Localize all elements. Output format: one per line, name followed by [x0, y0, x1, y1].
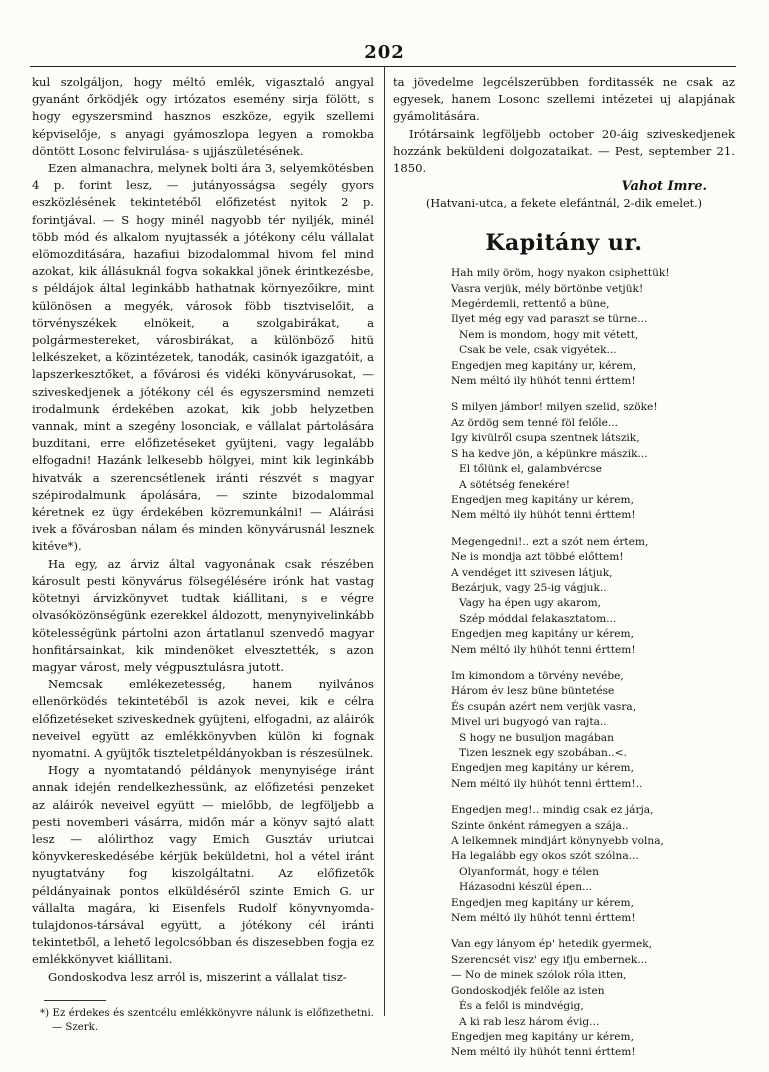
poem-verse: Szinte önként rámegyen a szája.. — [451, 819, 629, 832]
poem-verse: A sötétség fenekére! — [459, 478, 571, 491]
right-paragraph-2: Irótársaink legföljebb october 20-áig sziveskedjenek hozzánk beküldeni dolgozataikat. — Pest, september 21. 1850. — [393, 126, 735, 176]
poem-verse: Olyanformát, hogy e télen — [459, 865, 599, 878]
poem-verse: A vendéget itt szivesen látjuk, — [451, 566, 613, 579]
poem-verse: S milyen jámbor! milyen szelid, szöke! — [451, 401, 658, 414]
poem-verse: Gondoskodjék felőle az isten — [451, 984, 605, 997]
footnote: *) Ez érdekes és szentcélu emlékkönyvre nálunk is előfizethetni. — Szerk. — [40, 1007, 374, 1033]
poem-verse: Engedjen meg kapitány ur, kérem, — [451, 359, 637, 372]
poem-verse: És a felől is mindvégig, — [459, 1000, 584, 1013]
right-column — [393, 74, 735, 1072]
poem-verse: Engedjen meg kapitány ur kérem, — [451, 628, 634, 641]
header-rule — [30, 66, 736, 67]
poem-stanza — [393, 669, 735, 792]
poem-verse: Im kimondom a törvény nevébe, — [451, 669, 624, 682]
poem-verse: Nem méltó ily hühót tenni érttem! — [451, 643, 636, 656]
paragraph-5: Hogy a nyomtatandó példányok menynyisége iránt annak idején rendelkezhessünk, az előfizetési penzeket az aláirók neveivel együtt — mielőbb, de legföljebb a pesti novemberi vásárra, midőn már a könyv sajtó alatt lesz — alólirthoz vagy Emich Gusztáv uriutcai könyvkereskedésébe kérjük beküldetni, hol a vétel iránt nyugtatvány fog kiszolgáltatni. Az előfizetők példányainak pontos elküldéséről szinte Emich G. ur vállalta magára, ki Eisenfels Rudolf könyvnyomda-tulajdonos-társával együtt, a jótékony cél iránti tekintetből, a lehető legolcsóbban és diszesebben fogja ez emlékkönyvet kiállitani. — [32, 763, 374, 967]
poem-verse: Bezárjuk, vagy 25-ig vágjuk.. — [451, 581, 607, 594]
poem-verse: Megérdemli, rettentő a büne, — [451, 298, 610, 311]
poem-verse: Nem méltó ily hühót tenni érttem! — [451, 375, 636, 388]
paragraph-2: Ezen almanachra, melynek bolti ára 3, selyemkötésben 4 p. forint lesz, — jutányosságsa segély gyors eszközlésének tekintetéből előfizetést nyitok 2 p. forintjával. — S hogy minél nagyobb tér nyiljék, minél több mód és alkalom nyujtassék a jótékony célu vállalat elömozditására, hazafiui bizodalommal hivom fel mind azokat, kik állásuknál fogva sokakkal jönek érintkezésbe, s példájok által leginkább hathatnak környezőikre, mint különösen a megyék, városok föbb tisztviselőit, a törvényszékek elnökeit, a szolgabirákat, a polgármestereket, városbirákat, a különböző hitü lelkészeket, a közintézetek, tanodák, casinók igazgatóit, a lapszerkesztőket, a fővárosi és vidéki könyvárusokat, — sziveskedjenek a jótékony cél és egyszersmind nemzeti irodalmunk érdekében azokat, kik jobb helyzetben vannak, mint a szegény losonciak, e vállalat pártolására buzditani, erre előfizetéseket gyüjteni, vagy legalább elfogadni! Hazánk lelkesebb hölgyei, mint kik leginkább hivatvák a szerencsétlenek iránti részvét s magyar szépirodalmunk ápolására, — szinte bizodalommal kéretnek ez ügy érdekében közremunkálni! — Aláirási ivek a fővárosban nálam és minden könyvárusnál lesznek kitéve*). — [32, 161, 374, 554]
poem-verse: És csupán azért nem verjük vasra, — [451, 700, 637, 713]
poem-verse: Vagy ha épen ugy akarom, — [459, 597, 602, 610]
paragraph-4: Nemcsak emlékezetesség, hanem nyilvános ellenörködés tekintetéből is azok nevei, kik e célra előfizetéseket sziveskednek gyüjteni, elfogadni, az aláirók neveivel együtt az emlékkönyvben külön ki fognak nyomatni. A gyüjtők tiszteletpéldányokban is részesülnek. — [32, 677, 374, 760]
poem-verse: Nem méltó ily hühót tenni érttem! — [451, 509, 636, 522]
page-number: 202 — [364, 42, 405, 63]
poem-verse: Engedjen meg kapitány ur kérem, — [451, 1030, 634, 1043]
poem-verse: Ha legalább egy okos szót szólna... — [451, 850, 639, 863]
poem-verse: Nem méltó ily hühót tenni érttem! — [451, 1046, 636, 1059]
poem-verse: Három év lesz büne büntetése — [451, 685, 615, 698]
paragraph-3: Ha egy, az árviz által vagyonának csak részében károsult pesti könyvárus fölsegélésére irónk hat vastag kötetnyi árvizkönyvet tudtak kiállitani, s e végre olvasóközönségünk ezerekkel áldozott, menynyivelinkább kötelességünk pártolni azon ártatlanul szenvedő magyar honfitársainkat, kik mindenöket elvesztették, s azon magyar várost, mely végpusztulásra jutott. — [32, 556, 374, 674]
poem-verse: Hah mily öröm, hogy nyakon csiphettük! — [451, 267, 670, 280]
poem-verse: Csak be vele, csak vigyétek... — [459, 344, 617, 357]
poem-verse: Szép móddal felakasztatom... — [459, 612, 617, 625]
poem-verse: S hogy ne busuljon magában — [459, 731, 614, 744]
poem-verse: Ilyet még egy vad paraszt se türne... — [451, 313, 648, 326]
poem-stanza — [393, 400, 735, 523]
poem-verse: Tizen lesznek egy szobában..<. — [459, 747, 627, 759]
poem-verse: Az ördög sem tenné föl felőle... — [451, 416, 619, 429]
signature: Vahot Imre. — [621, 179, 707, 195]
poem-verse: Van egy lányom ép' hetedik gyermek, — [451, 938, 652, 951]
poem-verse: Megengedni!.. ezt a szót nem értem, — [451, 535, 649, 548]
poem-verse: Engedjen meg kapitány ur kérem, — [451, 762, 634, 775]
poem-title: Kapitány ur. — [485, 230, 643, 257]
poem-verse: Házasodni készül épen... — [459, 881, 593, 894]
poem-stanza — [393, 535, 735, 658]
address: (Hatvani-utca, a fekete elefántnál, 2-dik emelet.) — [426, 197, 702, 211]
poem-verse: Ne is mondja azt többé előttem! — [451, 551, 624, 564]
right-paragraph-1: ta jövedelme legcélszerübben forditassék ne csak az egyesek, hanem Losonc szellemi intézetei uj alapjának gyámolitására. — [393, 75, 735, 124]
poem-verse: Vasra verjük, mély börtönbe vetjük! — [451, 282, 644, 295]
paragraph-6: Gondoskodva lesz arról is, miszerint a vállalat tisz- — [48, 969, 347, 984]
left-column — [32, 74, 374, 1035]
poem-verse: El tőlünk el, galambvércse — [459, 463, 602, 476]
poem-verse: Mivel uri bugyogó van rajta.. — [451, 716, 607, 729]
column-divider — [384, 66, 385, 1016]
poem-verse: Engedjen meg kapitány ur kérem, — [451, 493, 634, 506]
footnote-rule — [44, 1000, 106, 1001]
poem-stanza — [393, 803, 735, 926]
poem-stanza — [393, 266, 735, 389]
poem-verse: Nem méltó ily hühót tenni érttem! — [451, 912, 636, 925]
poem — [393, 266, 735, 1061]
paragraph-1: kul szolgáljon, hogy méltó emlék, vigasztaló angyal gyanánt őrködjék ogy irtózatos esemény sirja fölött, s hogy egyszersmind hasznos eszköze, egyik szellemi képviselője, s anyagi gyámoszlopa legyen a romokba döntött Losonc felvirulása- s ujjászületésének. — [32, 75, 374, 158]
poem-verse: A ki rab lesz három évig... — [459, 1015, 600, 1028]
poem-verse: Engedjen meg kapitány ur kérem, — [451, 896, 634, 909]
poem-verse: Nem méltó ily hühót tenni érttem!.. — [451, 777, 643, 790]
poem-verse: Igy kivülről csupa szentnek látszik, — [451, 432, 640, 445]
poem-verse: Szerencsét visz' egy ifju embernek... — [451, 953, 648, 966]
poem-verse: — No de minek szólok róla itten, — [451, 969, 627, 982]
poem-verse: S ha kedve jön, a képünkre mászik... — [451, 447, 648, 460]
poem-verse: Nem is mondom, hogy mit vétett, — [459, 328, 639, 341]
poem-verse: A lelkemnek mindjárt könynyebb volna, — [451, 835, 664, 848]
poem-verse: Engedjen meg!.. mindig csak ez járja, — [451, 804, 654, 817]
poem-stanza — [393, 937, 735, 1060]
